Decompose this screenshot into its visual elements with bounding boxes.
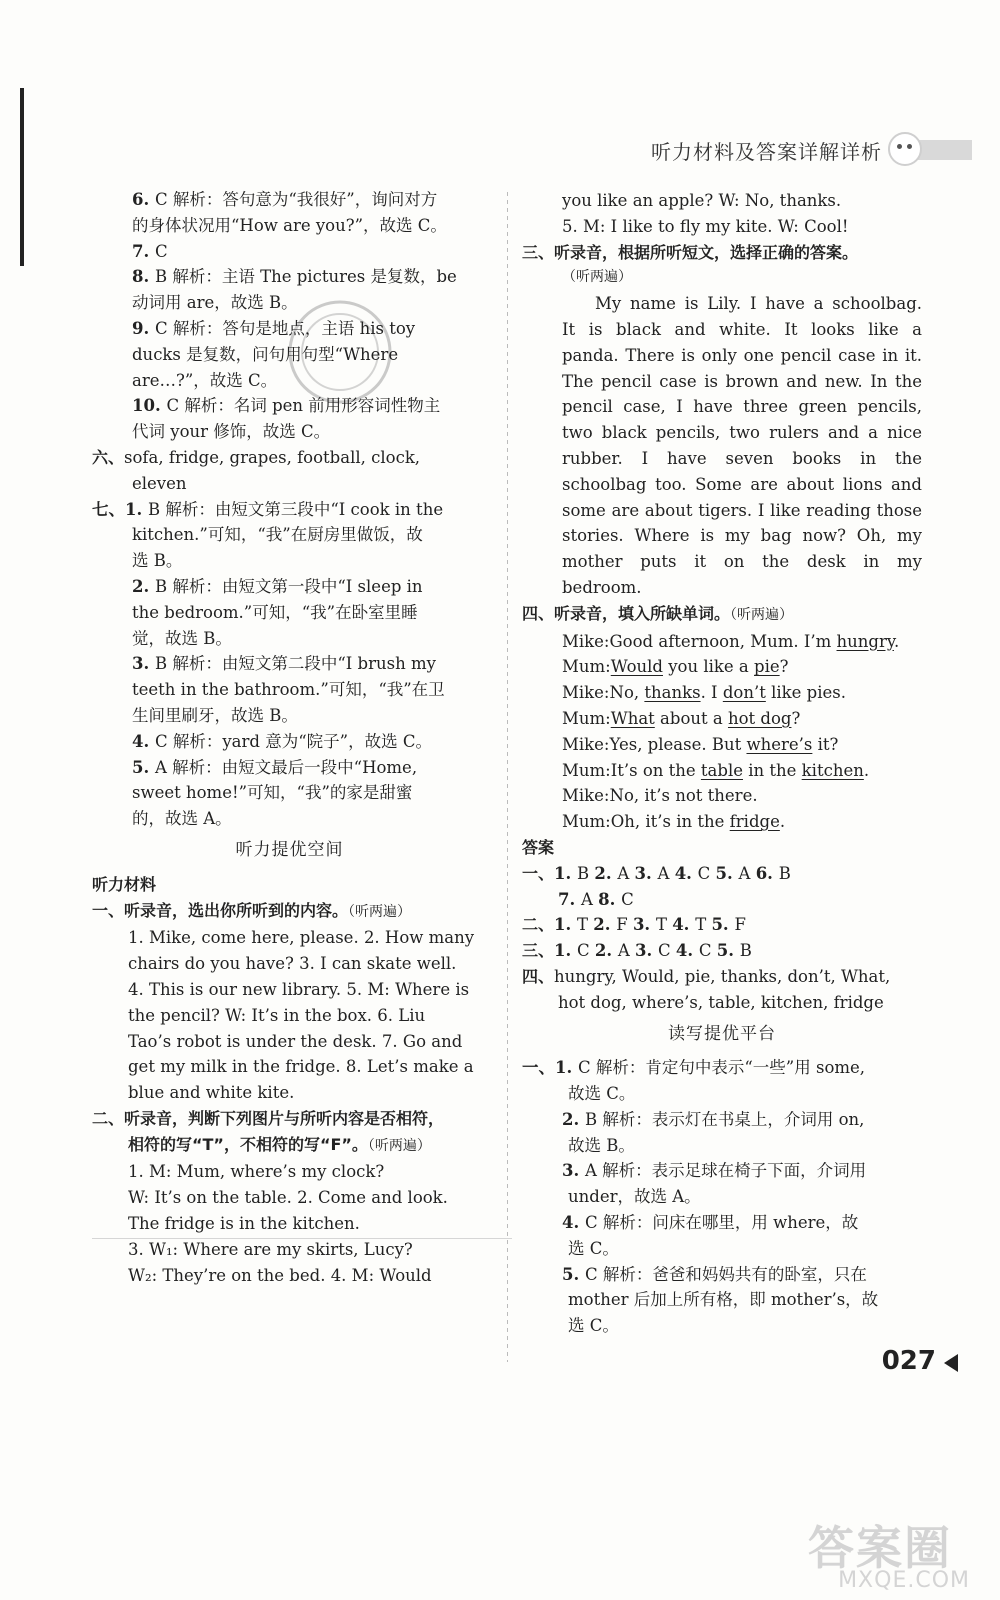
script-line: 3. W₁: Where are my skirts, Lucy? <box>128 1239 413 1259</box>
item-answer: B <box>147 499 166 519</box>
item-answer: C <box>584 1264 603 1284</box>
answer-value: A <box>617 863 635 883</box>
part-heading: 听录音，选出你所听到的内容。 <box>124 900 349 920</box>
speaker: Mum: <box>562 708 611 728</box>
answer-item <box>92 393 487 419</box>
explanation-line: kitchen.”可知，“我”在厨房里做饭，故 <box>132 525 423 545</box>
part-heading: 听录音，判断下列图片与所听内容是否相符， <box>124 1108 445 1128</box>
answer-label: 3. <box>632 915 656 935</box>
answer-value: B <box>577 863 595 883</box>
dialogue-text: like pies. <box>765 683 846 703</box>
answer-value: T <box>577 915 594 935</box>
item-explanation: 解析：名词 pen 前用形容词性物主 <box>184 396 441 416</box>
item-explanation: 解析：由短文最后一段中“Home, <box>172 757 418 777</box>
script-line: chairs do you have? 3. I can skate well. <box>128 954 457 974</box>
speaker: Mum: <box>562 760 611 780</box>
answer-label: 4. <box>672 915 696 935</box>
dialogue-text: you like a <box>662 657 755 677</box>
filled-blank: where’s <box>746 734 813 754</box>
answer-label: 2. <box>593 915 617 935</box>
column-divider <box>507 192 508 1362</box>
script-line: blue and white kite. <box>128 1083 295 1103</box>
item-label: 8. <box>132 267 155 287</box>
answer-value: F <box>734 915 746 935</box>
filled-blank: pie <box>754 657 780 677</box>
speaker: Mike: <box>562 786 610 806</box>
item-label: 3. <box>562 1161 585 1181</box>
answer-item <box>92 239 487 265</box>
answer-value: B <box>739 941 752 961</box>
page-arrow-icon <box>944 1354 958 1372</box>
explanation-line: 生间里刷牙，故选 B。 <box>132 705 298 725</box>
script-line: you like an apple? W: No, thanks. <box>562 191 842 210</box>
part-heading: 听录音，根据所听短文，选择正确的答案。 <box>554 242 859 262</box>
item-answer: A <box>154 757 173 777</box>
answer-value: A <box>617 941 636 961</box>
item-label: 4. <box>562 1213 585 1233</box>
passage-line: pencil case, I have three green pencils, <box>562 397 922 417</box>
dialogue-text: in the <box>743 760 802 780</box>
part-two-heading <box>92 1106 487 1132</box>
explanation-line: 故选 B。 <box>568 1135 635 1155</box>
left-column <box>92 187 487 1288</box>
script-line: W₂: They’re on the bed. 4. M: Would <box>128 1265 432 1285</box>
script-line: get my milk in the fridge. 8. Let’s make a <box>128 1057 474 1077</box>
answer-item <box>522 1262 922 1288</box>
dialogue-text: . <box>779 812 786 832</box>
item-answer: C <box>154 190 173 209</box>
passage-line: bedroom. <box>562 577 642 597</box>
speaker: Mum: <box>562 812 611 832</box>
dialogue-text: No, <box>609 683 645 703</box>
item-answer: C <box>154 731 173 751</box>
answer-row <box>522 912 922 938</box>
section-number: 四、 <box>522 966 555 986</box>
answer-label: 2. <box>594 863 618 883</box>
section-title-listening: 听力提优空间 <box>235 839 344 860</box>
answer-row <box>522 861 922 887</box>
answer-value: C <box>658 941 676 961</box>
item-label: 9. <box>132 318 155 338</box>
answer-value: T <box>655 915 673 935</box>
answer-value: F <box>616 915 633 935</box>
answer-label: 1. <box>554 941 577 961</box>
answer-label: 8. <box>598 889 622 909</box>
passage-line: mother puts it on the desk in my <box>562 552 922 572</box>
explanation-line: under，故选 A。 <box>568 1187 701 1207</box>
item-label: 10. <box>132 396 167 416</box>
answer-item <box>92 187 487 213</box>
filled-blank: don’t <box>722 683 766 703</box>
part-two-heading-cont <box>92 1132 487 1160</box>
filled-blank: thanks <box>644 683 701 703</box>
page-edge-bar <box>20 88 24 266</box>
item-explanation: 解析：yard 意为“院子”，故选 C。 <box>172 731 432 751</box>
explanation-line: 选 C。 <box>568 1316 619 1336</box>
dialogue-line <box>522 732 922 758</box>
dialogue-text: Oh, it’s in the <box>610 812 730 832</box>
explanation-line: 觉，故选 B。 <box>132 628 232 648</box>
answer-item <box>522 1107 922 1133</box>
filled-blank: hot dog <box>727 708 792 728</box>
filled-blank: fridge <box>729 812 780 832</box>
item-answer: C <box>154 241 168 261</box>
answers-label: 答案 <box>522 837 555 857</box>
answer-value: A <box>657 863 675 883</box>
dialogue-text: Good afternoon, Mum. I’m <box>609 631 837 651</box>
item-label: 2. <box>132 576 155 596</box>
answer-item <box>92 497 487 523</box>
answer-value: C <box>697 863 716 883</box>
part-number: 二、 <box>92 1108 125 1128</box>
answer-words-line: hot dog, where’s, table, kitchen, fridge <box>558 992 884 1012</box>
part-three-heading <box>522 240 922 266</box>
answer-label: 2. <box>594 941 618 961</box>
part-number: 一、 <box>92 900 125 920</box>
dialogue-line <box>522 758 922 784</box>
item-answer: C <box>584 1213 603 1233</box>
speaker: Mike: <box>562 631 610 651</box>
dialogue-line <box>522 809 922 835</box>
script-line: Tao’s robot is under the desk. 7. Go and <box>128 1031 463 1051</box>
item-answer: C <box>154 318 173 338</box>
answer-item <box>92 651 487 677</box>
answer-row <box>522 964 922 990</box>
passage-line: The pencil case is brown and new. In the <box>562 371 922 391</box>
part-heading: 听录音，填入所缺单词。 <box>554 603 731 623</box>
script-line: W: It’s on the table. 2. Come and look. <box>128 1188 448 1208</box>
filled-blank: table <box>700 760 743 780</box>
materials-label: 听力材料 <box>92 874 157 894</box>
answer-item <box>92 574 487 600</box>
item-label: 2. <box>562 1109 585 1129</box>
dialogue-text: ? <box>779 657 789 677</box>
explanation-line: sweet home!”可知，“我”的家是甜蜜 <box>132 783 413 803</box>
part-one-heading <box>92 898 487 926</box>
answer-item <box>92 316 487 342</box>
listen-twice-note: （听两遍） <box>730 606 794 623</box>
passage-line: rubber. I have seven books in the <box>562 448 922 468</box>
item-answer: C <box>166 396 185 416</box>
answer-label: 6. <box>755 863 779 883</box>
section-title-reading-writing: 读写提优平台 <box>668 1023 776 1044</box>
item-answer: B <box>154 654 173 674</box>
passage-line: some are about tigers. I like reading those <box>562 500 922 520</box>
answer-item <box>92 264 487 290</box>
script-line: the pencil? W: It’s in the box. 6. Liu <box>128 1005 426 1025</box>
passage-line: My name is Lily. I have a schoolbag. <box>595 294 922 314</box>
item-explanation: 解析：答句是地点，主语 his toy <box>172 318 416 338</box>
explanation-line: 动词用 are，故选 B。 <box>132 293 298 313</box>
item-explanation: 解析：由短文第三段中“I cook in the <box>165 499 444 519</box>
dialogue-text: No, it’s not there. <box>609 786 758 806</box>
watermark-logo: 答案圈 <box>808 1521 952 1575</box>
answer-value: C <box>577 941 595 961</box>
page-number: 027 <box>881 1346 936 1376</box>
dialogue-text: it? <box>812 734 839 754</box>
dialogue-line <box>522 706 922 732</box>
dialogue-text: It’s on the <box>610 760 701 780</box>
item-label: 一、1. <box>522 1058 578 1078</box>
filled-blank: hungry <box>836 631 894 651</box>
item-explanation: 解析：表示灯在书桌上，介词用 on, <box>602 1109 865 1129</box>
item-label: 4. <box>132 731 155 751</box>
dialogue-text: ? <box>791 708 801 728</box>
smiley-icon <box>888 132 922 166</box>
item-label: 5. <box>562 1264 585 1284</box>
answer-item <box>522 1158 922 1184</box>
item-label: 七、1. <box>92 499 148 519</box>
word-list-line: eleven <box>132 473 187 493</box>
dialogue-line <box>522 680 922 706</box>
listen-twice-note: （听两遍） <box>367 1137 431 1154</box>
item-explanation: 解析：由短文第一段中“I sleep in <box>172 576 423 596</box>
part-four-heading <box>522 601 922 629</box>
speaker: Mike: <box>562 683 610 703</box>
answer-label: 3. <box>635 941 659 961</box>
filled-blank: kitchen <box>801 760 864 780</box>
script-line: 5. M: I like to fly my kite. W: Cool! <box>562 216 849 236</box>
listen-twice-note: （听两遍） <box>348 903 412 920</box>
explanation-line: the bedroom.”可知，“我”在卧室里睡 <box>132 602 418 622</box>
section-six-line <box>92 445 487 471</box>
answer-row <box>522 938 922 964</box>
dialogue-text: . I <box>700 683 723 703</box>
item-explanation: 解析：问床在哪里，用 where，故 <box>602 1213 859 1233</box>
dialogue-text: about a <box>654 708 728 728</box>
answer-label: 5. <box>716 941 740 961</box>
section-number: 三、 <box>522 941 555 961</box>
listen-twice-note: （听两遍） <box>562 269 632 286</box>
passage-line: schoolbag too. Some are about lions and <box>562 474 922 494</box>
explanation-line: are…?”，故选 C。 <box>132 370 278 390</box>
script-line: The fridge is in the kitchen. <box>128 1214 360 1234</box>
word-list: sofa, fridge, grapes, football, clock, <box>124 447 421 467</box>
item-label: 5. <box>132 757 155 777</box>
item-label: 6. <box>132 190 155 209</box>
answer-value: T <box>695 915 712 935</box>
script-line: 1. M: Mum, where’s my clock? <box>128 1162 385 1182</box>
answer-words: hungry, Would, pie, thanks, don’t, What, <box>554 966 891 986</box>
explanation-line: mother 后加上所有格，即 mother’s，故 <box>568 1290 879 1310</box>
explanation-line: 的，故选 A。 <box>132 809 232 829</box>
explanation-line: ducks 是复数，问句用句型“Where <box>132 344 399 364</box>
item-label: 7. <box>132 241 155 261</box>
item-explanation: 解析：肯定句中表示“一些”用 some, <box>595 1058 866 1078</box>
answer-label: 4. <box>675 941 699 961</box>
explanation-line: 选 C。 <box>568 1238 619 1258</box>
explanation-line: 选 B。 <box>132 551 183 571</box>
dialogue-line <box>522 783 922 809</box>
answer-label: 4. <box>674 863 698 883</box>
answer-label: 5. <box>711 915 735 935</box>
explanation-line: 代词 your 修饰，故选 C。 <box>132 422 331 442</box>
answer-item <box>92 729 487 755</box>
passage-line: panda. There is only one pencil case in it. <box>562 345 922 365</box>
item-answer: B <box>584 1109 603 1129</box>
item-answer: C <box>577 1058 596 1078</box>
item-answer: B <box>154 576 173 596</box>
section-number: 一、 <box>522 863 555 883</box>
dialogue-text: . <box>863 760 870 780</box>
item-label: 3. <box>132 654 155 674</box>
part-number: 四、 <box>522 603 555 623</box>
answer-label: 1. <box>554 863 577 883</box>
answer-item <box>522 1055 922 1081</box>
item-explanation: 解析：爸爸和妈妈共有的卧室，只在 <box>602 1264 867 1284</box>
section-number: 六、 <box>92 447 125 467</box>
explanation-line: teeth in the bathroom.”可知，“我”在卫 <box>132 680 445 700</box>
item-explanation: 解析：表示足球在椅子下面，介词用 <box>602 1161 867 1181</box>
dialogue-text: Yes, please. But <box>609 734 747 754</box>
item-answer: B <box>154 267 173 287</box>
answer-label: 1. <box>554 915 577 935</box>
answer-label: 5. <box>715 863 739 883</box>
watermark-url: MXQE.COM <box>838 1568 970 1593</box>
section-number: 二、 <box>522 915 555 935</box>
answer-value: C <box>698 941 717 961</box>
item-explanation: 解析：由短文第二段中“I brush my <box>172 654 436 674</box>
answer-label: 7. <box>558 889 581 909</box>
dialogue-text: . <box>893 631 900 651</box>
filled-blank: What <box>610 708 655 728</box>
passage-line: It is black and white. It looks like a <box>562 319 922 339</box>
item-explanation: 解析：答句意为“我很好”，询问对方 <box>172 190 438 209</box>
dialogue-line <box>522 654 922 680</box>
item-explanation: 解析：主语 The pictures 是复数，be <box>172 267 457 287</box>
passage-line: stories. Where is my bag now? Oh, my <box>562 526 922 546</box>
answer-value: B <box>778 863 791 883</box>
explanation-line: 的身体状况用“How are you?”，故选 C。 <box>132 215 447 235</box>
speaker: Mike: <box>562 734 610 754</box>
script-line: 1. Mike, come here, please. 2. How many <box>128 928 475 948</box>
answer-label: 3. <box>634 863 658 883</box>
header-title: 听力材料及答案详解详析 <box>651 140 882 164</box>
part-heading: 相符的写“T”，不相符的写“F”。 <box>128 1134 368 1154</box>
answer-item <box>92 755 487 781</box>
passage-line: two black pencils, two rulers and a nice <box>562 423 922 443</box>
part-number: 三、 <box>522 242 555 262</box>
speaker: Mum: <box>562 657 611 677</box>
filled-blank: Would <box>610 657 663 677</box>
answer-value: A <box>738 863 756 883</box>
script-line: 4. This is our new library. 5. M: Where is <box>128 979 470 999</box>
explanation-line: 故选 C。 <box>568 1084 636 1104</box>
answer-row <box>522 887 922 913</box>
right-column <box>522 188 922 1339</box>
answer-value: C <box>621 889 634 909</box>
answer-value: A <box>580 889 599 909</box>
answer-item <box>522 1210 922 1236</box>
item-answer: A <box>584 1161 603 1181</box>
dialogue-line <box>522 629 922 655</box>
